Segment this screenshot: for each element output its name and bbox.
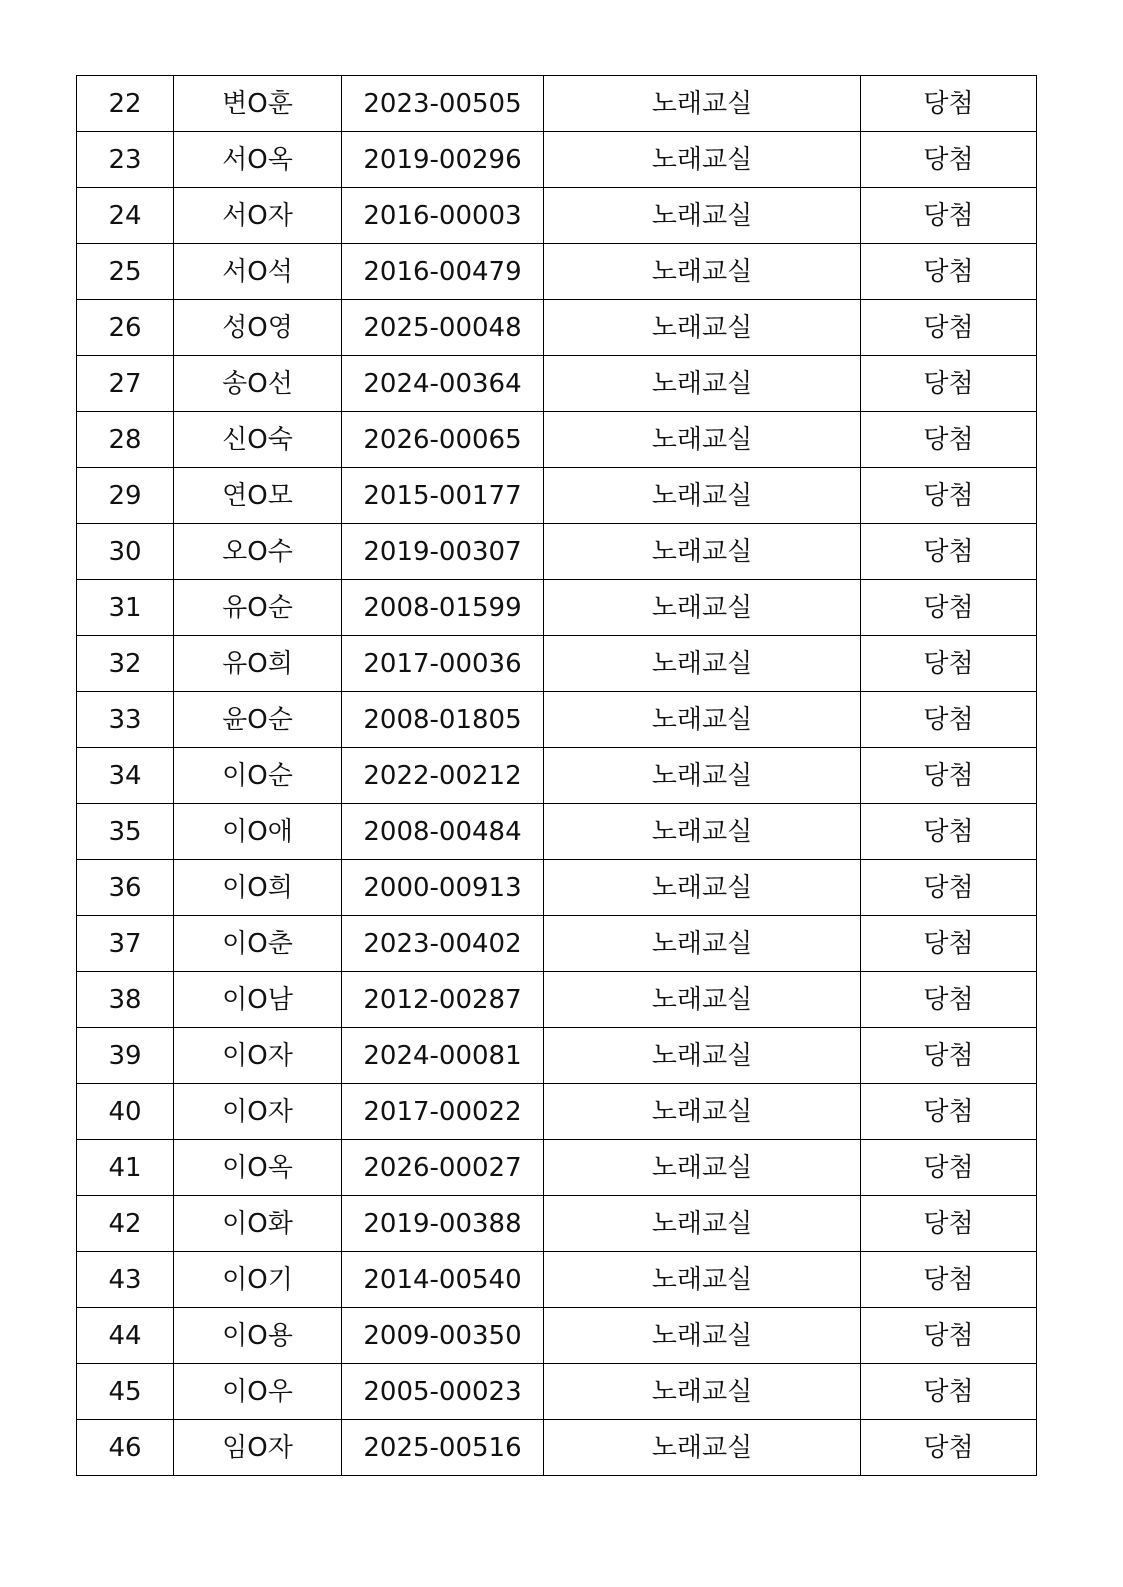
row-number-cell: 31 <box>77 580 174 636</box>
member-name-cell: 성O영 <box>174 300 342 356</box>
row-number-cell: 39 <box>77 1028 174 1084</box>
program-name-cell: 노래교실 <box>544 1140 861 1196</box>
program-name-cell: 노래교실 <box>544 1364 861 1420</box>
row-number-cell: 40 <box>77 1084 174 1140</box>
registration-number-cell: 2024-00364 <box>342 356 544 412</box>
member-name-cell: 이O옥 <box>174 1140 342 1196</box>
row-number-cell: 26 <box>77 300 174 356</box>
result-status-cell: 당첨 <box>861 356 1037 412</box>
member-name-cell: 연O모 <box>174 468 342 524</box>
member-name-cell: 이O순 <box>174 748 342 804</box>
registration-number-cell: 2012-00287 <box>342 972 544 1028</box>
registration-number-cell: 2009-00350 <box>342 1308 544 1364</box>
result-status-cell: 당첨 <box>861 636 1037 692</box>
member-name-cell: 이O춘 <box>174 916 342 972</box>
registration-number-cell: 2022-00212 <box>342 748 544 804</box>
program-name-cell: 노래교실 <box>544 300 861 356</box>
table-row <box>77 636 1037 692</box>
result-status-cell: 당첨 <box>861 1308 1037 1364</box>
registration-number-cell: 2026-00065 <box>342 412 544 468</box>
program-name-cell: 노래교실 <box>544 1196 861 1252</box>
row-number-cell: 38 <box>77 972 174 1028</box>
registration-number-cell: 2025-00516 <box>342 1420 544 1476</box>
table-row <box>77 1364 1037 1420</box>
program-name-cell: 노래교실 <box>544 804 861 860</box>
program-name-cell: 노래교실 <box>544 468 861 524</box>
member-name-cell: 이O희 <box>174 860 342 916</box>
row-number-cell: 34 <box>77 748 174 804</box>
row-number-cell: 44 <box>77 1308 174 1364</box>
table-row <box>77 1084 1037 1140</box>
row-number-cell: 30 <box>77 524 174 580</box>
table-row <box>77 132 1037 188</box>
result-status-cell: 당첨 <box>861 580 1037 636</box>
registration-number-cell: 2026-00027 <box>342 1140 544 1196</box>
table-row <box>77 76 1037 132</box>
table-row <box>77 1420 1037 1476</box>
program-name-cell: 노래교실 <box>544 916 861 972</box>
result-status-cell: 당첨 <box>861 1084 1037 1140</box>
table-row <box>77 524 1037 580</box>
registration-number-cell: 2016-00003 <box>342 188 544 244</box>
table-row <box>77 356 1037 412</box>
program-name-cell: 노래교실 <box>544 1028 861 1084</box>
program-name-cell: 노래교실 <box>544 244 861 300</box>
result-status-cell: 당첨 <box>861 972 1037 1028</box>
member-name-cell: 송O선 <box>174 356 342 412</box>
row-number-cell: 45 <box>77 1364 174 1420</box>
row-number-cell: 35 <box>77 804 174 860</box>
member-name-cell: 이O자 <box>174 1028 342 1084</box>
result-status-cell: 당첨 <box>861 412 1037 468</box>
program-name-cell: 노래교실 <box>544 412 861 468</box>
program-name-cell: 노래교실 <box>544 1252 861 1308</box>
member-name-cell: 임O자 <box>174 1420 342 1476</box>
row-number-cell: 46 <box>77 1420 174 1476</box>
registration-number-cell: 2025-00048 <box>342 300 544 356</box>
table-row <box>77 1196 1037 1252</box>
member-name-cell: 오O수 <box>174 524 342 580</box>
table-row <box>77 1140 1037 1196</box>
registration-number-cell: 2019-00307 <box>342 524 544 580</box>
table-row <box>77 188 1037 244</box>
member-name-cell: 유O순 <box>174 580 342 636</box>
member-name-cell: 이O남 <box>174 972 342 1028</box>
result-status-cell: 당첨 <box>861 132 1037 188</box>
table-row <box>77 1028 1037 1084</box>
row-number-cell: 28 <box>77 412 174 468</box>
result-status-cell: 당첨 <box>861 300 1037 356</box>
row-number-cell: 29 <box>77 468 174 524</box>
program-name-cell: 노래교실 <box>544 580 861 636</box>
row-number-cell: 41 <box>77 1140 174 1196</box>
result-status-cell: 당첨 <box>861 1252 1037 1308</box>
program-name-cell: 노래교실 <box>544 356 861 412</box>
program-name-cell: 노래교실 <box>544 132 861 188</box>
registration-number-cell: 2023-00505 <box>342 76 544 132</box>
registration-number-cell: 2005-00023 <box>342 1364 544 1420</box>
registration-number-cell: 2008-00484 <box>342 804 544 860</box>
result-status-cell: 당첨 <box>861 1028 1037 1084</box>
row-number-cell: 27 <box>77 356 174 412</box>
member-name-cell: 이O기 <box>174 1252 342 1308</box>
row-number-cell: 23 <box>77 132 174 188</box>
table-row <box>77 412 1037 468</box>
table-row <box>77 1252 1037 1308</box>
table-row <box>77 580 1037 636</box>
result-status-cell: 당첨 <box>861 188 1037 244</box>
program-name-cell: 노래교실 <box>544 1084 861 1140</box>
result-status-cell: 당첨 <box>861 916 1037 972</box>
result-status-cell: 당첨 <box>861 524 1037 580</box>
result-status-cell: 당첨 <box>861 860 1037 916</box>
result-status-cell: 당첨 <box>861 468 1037 524</box>
result-status-cell: 당첨 <box>861 748 1037 804</box>
member-name-cell: 서O석 <box>174 244 342 300</box>
row-number-cell: 32 <box>77 636 174 692</box>
registration-number-cell: 2023-00402 <box>342 916 544 972</box>
program-name-cell: 노래교실 <box>544 188 861 244</box>
row-number-cell: 33 <box>77 692 174 748</box>
table-row <box>77 468 1037 524</box>
program-name-cell: 노래교실 <box>544 1420 861 1476</box>
result-status-cell: 당첨 <box>861 804 1037 860</box>
member-name-cell: 이O애 <box>174 804 342 860</box>
table-row <box>77 804 1037 860</box>
member-name-cell: 이O우 <box>174 1364 342 1420</box>
table-row <box>77 916 1037 972</box>
registration-number-cell: 2008-01599 <box>342 580 544 636</box>
row-number-cell: 42 <box>77 1196 174 1252</box>
program-name-cell: 노래교실 <box>544 524 861 580</box>
result-status-cell: 당첨 <box>861 244 1037 300</box>
registration-number-cell: 2017-00022 <box>342 1084 544 1140</box>
table-row <box>77 1308 1037 1364</box>
member-name-cell: 유O희 <box>174 636 342 692</box>
member-name-cell: 이O용 <box>174 1308 342 1364</box>
member-name-cell: 윤O순 <box>174 692 342 748</box>
registration-number-cell: 2014-00540 <box>342 1252 544 1308</box>
registration-number-cell: 2008-01805 <box>342 692 544 748</box>
program-name-cell: 노래교실 <box>544 1308 861 1364</box>
result-status-cell: 당첨 <box>861 76 1037 132</box>
member-name-cell: 서O옥 <box>174 132 342 188</box>
registration-number-cell: 2017-00036 <box>342 636 544 692</box>
result-status-cell: 당첨 <box>861 692 1037 748</box>
member-name-cell: 변O훈 <box>174 76 342 132</box>
member-name-cell: 이O자 <box>174 1084 342 1140</box>
program-name-cell: 노래교실 <box>544 76 861 132</box>
result-status-cell: 당첨 <box>861 1140 1037 1196</box>
member-name-cell: 신O숙 <box>174 412 342 468</box>
row-number-cell: 43 <box>77 1252 174 1308</box>
result-status-cell: 당첨 <box>861 1196 1037 1252</box>
row-number-cell: 37 <box>77 916 174 972</box>
table-row <box>77 300 1037 356</box>
program-name-cell: 노래교실 <box>544 860 861 916</box>
program-name-cell: 노래교실 <box>544 692 861 748</box>
result-status-cell: 당첨 <box>861 1420 1037 1476</box>
table-body <box>77 76 1037 1476</box>
member-name-cell: 이O화 <box>174 1196 342 1252</box>
row-number-cell: 24 <box>77 188 174 244</box>
lottery-result-table <box>76 75 1037 1476</box>
program-name-cell: 노래교실 <box>544 636 861 692</box>
registration-number-cell: 2019-00296 <box>342 132 544 188</box>
member-name-cell: 서O자 <box>174 188 342 244</box>
table-row <box>77 748 1037 804</box>
table-row <box>77 244 1037 300</box>
table-row <box>77 692 1037 748</box>
registration-number-cell: 2019-00388 <box>342 1196 544 1252</box>
registration-number-cell: 2000-00913 <box>342 860 544 916</box>
registration-number-cell: 2024-00081 <box>342 1028 544 1084</box>
program-name-cell: 노래교실 <box>544 972 861 1028</box>
row-number-cell: 36 <box>77 860 174 916</box>
row-number-cell: 25 <box>77 244 174 300</box>
result-status-cell: 당첨 <box>861 1364 1037 1420</box>
table-row <box>77 860 1037 916</box>
row-number-cell: 22 <box>77 76 174 132</box>
table-row <box>77 972 1037 1028</box>
registration-number-cell: 2015-00177 <box>342 468 544 524</box>
program-name-cell: 노래교실 <box>544 748 861 804</box>
registration-number-cell: 2016-00479 <box>342 244 544 300</box>
